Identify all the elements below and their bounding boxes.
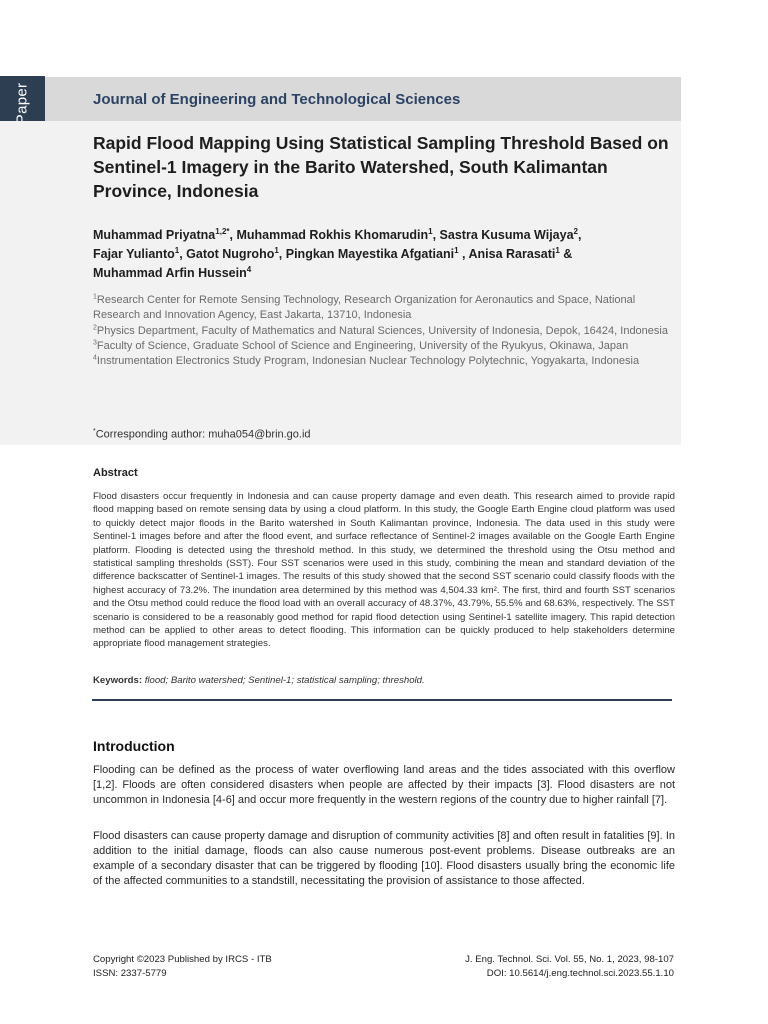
affiliation: $^2$Physics Department, Faculty of Mathematics and Natural Sciences, University of Indonesia, Depok, 16424, Indonesia <box>93 323 668 337</box>
abstract-body: Flood disasters occur frequently in Indonesia and can cause property damage and even death. This research aimed to provide rapid flood mapping based on remote sensing data by using a cloud platform. In this study, the Google Earth Engine cloud platform was used to quickly detect major floods in the Barito watershed in South Kalimantan province, Indonesia. The data used in this study were Sentinel-1 images before and after the flood event, and surface reflectance of Sentinel-2 images available on the Google Earth Engine platform. Flooding is detected using the threshold method. In this study, we determined the threshold using the Otsu method and statistical sampling thresholds (SST). Four SST scenarios were used in this study, combining the mean and standard deviation of the difference backscatter of Sentinel-1 images. The results of this study showed that the second SST scenario could classify floods with the highest accuracy of 73.2%. The inundation area determined by this method was 4,504.33 km². The first, third and fourth SST scenarios and the Otsu method could reduce the flood load with an overall accuracy of 48.37%, 43.79%, 55.5% and 68.63%, respectively. The SST scenario is considered to be a reasonably good method for rapid flood detection using Sentinel-1 satellite imagery. This rapid detection method can be applied to other areas to detect flooding. This information can be quickly produced to help stakeholders determine appropriate flood management strategies. <box>93 491 675 650</box>
abstract-heading: Abstract <box>93 467 138 479</box>
author: Muhammad Rokhis Khomarudin$^1$, <box>236 226 440 242</box>
corresponding-author-email: Corresponding author: muha054@brin.go.id <box>95 428 311 441</box>
citation-line: J. Eng. Technol. Sci. Vol. 55, No. 1, 2023, 98-107 <box>465 954 674 965</box>
introduction-heading: Introduction <box>93 738 175 754</box>
author-list <box>93 226 653 283</box>
journal-header <box>45 77 681 121</box>
corresponding-author: *Corresponding author: muha054@brin.go.id <box>93 428 311 441</box>
introduction-paragraph: Flooding can be defined as the process of water overflowing land areas and the tides associated with this overflow [1,2]. Floods are often considered disasters when people are affected by their impacts [3]. Flood disasters are not uncommon in Indonesia [4-6] and occur more frequently in the western regions of the country due to higher rainfall [7]. <box>93 764 675 806</box>
introduction-paragraph: Flood disasters can cause property damage and disruption of community activities [8] and often result in fatalities [9]. In addition to the initial damage, floods can also cause numerous post-event problems. Disease outbreaks are an example of a secondary disaster that can be triggered by flooding [10]. Flood disasters usually bring the economic life of the affected communities to a standstill, necessitating the provision of assistance to those affected. <box>93 830 675 887</box>
keywords-text: flood; Barito watershed; Sentinel-1; statistical sampling; threshold. <box>144 675 425 686</box>
paper-title: Rapid Flood Mapping Using Statistical Sampling Threshold Based on Sentinel-1 Imagery in the Barito Watershed, South Kalimantan Province, Indonesia <box>93 133 669 201</box>
author: Gatot Nugroho$^1$, <box>186 245 286 261</box>
journal-name: Journal of Engineering and Technological Sciences <box>93 91 461 108</box>
footer-citation <box>465 953 674 981</box>
author: Anisa Rarasati$^1$ & <box>468 245 573 261</box>
keywords-label: Keywords: <box>93 675 143 686</box>
section-divider <box>92 699 672 701</box>
affiliation-list <box>93 293 681 369</box>
affiliation: $^1$Research Center for Remote Sensing Technology, Research Organization for Aeronautics and Space, National Research and Innovation Agency, East Jakarta, 13710, Indonesia <box>93 293 636 322</box>
author: Sastra Kusuma Wijaya$^2$, <box>439 226 582 242</box>
affiliation: $^4$Instrumentation Electronics Study Program, Indonesian Nuclear Technology Polytechnic, Yogyakarta, Indonesia <box>93 354 640 368</box>
copyright-line: Copyright ©2023 Published by IRCS - ITB <box>93 954 272 965</box>
keywords <box>93 675 425 686</box>
issn-line: ISSN: 2337-5779 <box>93 968 167 979</box>
author: Muhammad Arfin Hussein$^4$ <box>93 264 252 280</box>
footer-copyright <box>93 953 272 981</box>
affiliation: $^3$Faculty of Science, Graduate School of Science and Engineering, University of the Ryukyus, Okinawa, Japan <box>93 339 629 352</box>
author: Muhammad Priyatna$^{1,2*}$, <box>93 226 237 242</box>
author: Fajar Yulianto$^1$, <box>93 245 187 261</box>
author: Pingkan Mayestika Afgatiani$^1$ , <box>285 245 469 261</box>
doi-line: DOI: 10.5614/j.eng.technol.sci.2023.55.1.10 <box>486 968 674 979</box>
